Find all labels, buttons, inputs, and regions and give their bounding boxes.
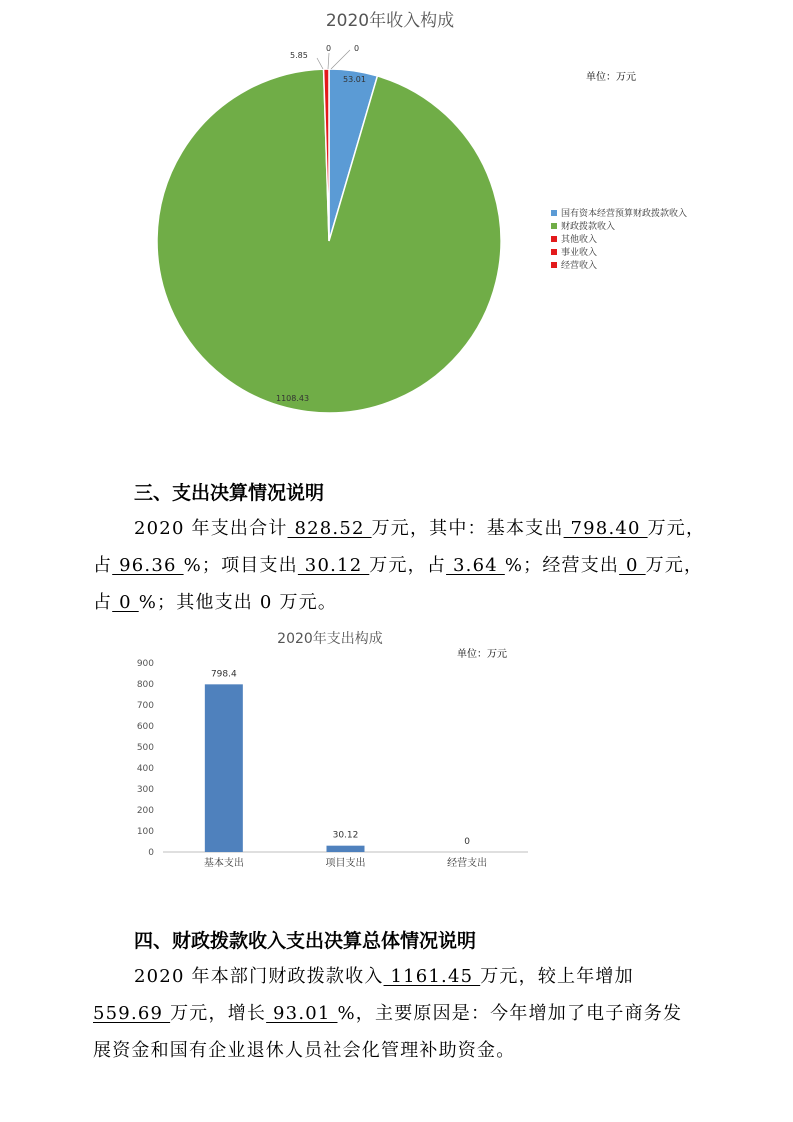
y-tick-label: 700 [136, 701, 154, 711]
operating-expense-value: 0 [619, 555, 646, 576]
growth-value: 93.01 [266, 1003, 338, 1024]
pie-data-label: 53.01 [343, 75, 366, 84]
legend-swatch [551, 210, 557, 216]
legend-item [551, 232, 687, 245]
legend-swatch [551, 223, 557, 229]
total-expense-value: 828.52 [287, 518, 372, 539]
legend-item [551, 206, 687, 219]
legend-label: 财政拨款收入 [561, 222, 616, 232]
section4-line3 [93, 1032, 682, 1069]
bar-data-label: 0 [464, 837, 471, 847]
legend-label: 国有资本经营预算财政拨款收入 [561, 209, 688, 219]
section4-heading: 四、财政拨款收入支出决算总体情况说明 [134, 930, 477, 952]
text: 展资金和国有企业退休人员社会化管理补助资金。 [93, 1040, 516, 1061]
pie-chart-unit: 单位：万元 [586, 72, 636, 83]
y-tick-label: 500 [136, 743, 154, 753]
bar-data-label: 30.12 [332, 830, 359, 841]
y-tick-label: 100 [136, 827, 154, 837]
pie-data-label: 0 [354, 44, 360, 53]
text: %；经营支出 [504, 555, 620, 576]
pie-data-label: 0 [326, 44, 332, 53]
section4-paragraph [93, 958, 682, 1069]
bar-chart [0, 640, 793, 900]
project-pct-value: 3.64 [446, 555, 505, 576]
text: 万元，较上年增加 [480, 966, 634, 987]
text: %；其他支出 0 万元。 [138, 592, 338, 613]
y-tick-label: 900 [136, 659, 154, 669]
bar [205, 684, 243, 852]
legend-label: 事业收入 [561, 248, 598, 258]
legend-item [551, 245, 687, 258]
legend-item [551, 258, 687, 271]
basic-pct-value: 96.36 [112, 555, 184, 576]
legend-label: 其他收入 [561, 235, 598, 245]
section4-line2 [93, 995, 682, 1032]
bar-chart-unit: 单位：万元 [457, 649, 507, 660]
text: %；项目支出 [183, 555, 298, 576]
x-tick-label: 基本支出 [203, 858, 244, 869]
legend-swatch [551, 236, 557, 242]
legend-item [551, 219, 687, 232]
legend-swatch [551, 249, 557, 255]
pie-data-label: 5.85 [290, 51, 308, 60]
operating-pct-value: 0 [112, 592, 139, 613]
income-value: 1161.45 [383, 966, 481, 987]
text: 2020 年本部门财政拨款收入 [134, 966, 384, 987]
pie-data-label: 1108.43 [276, 394, 310, 403]
text: 万元， [647, 518, 706, 539]
text: 万元，增长 [170, 1003, 267, 1024]
section3-line1 [93, 510, 705, 547]
section3-heading: 三、支出决算情况说明 [134, 482, 325, 504]
legend-label: 经营收入 [561, 261, 598, 271]
pie-chart-title: 2020年收入构成 [325, 11, 455, 31]
increase-value: 559.69 [93, 1003, 171, 1024]
bar-data-label: 798.4 [210, 669, 237, 680]
basic-expense-value: 798.40 [563, 518, 648, 539]
x-tick-label: 经营支出 [447, 858, 488, 869]
y-tick-label: 800 [136, 680, 154, 690]
y-tick-label: 0 [148, 848, 154, 858]
y-tick-label: 300 [136, 785, 154, 795]
project-expense-value: 30.12 [297, 555, 370, 576]
leader-line [328, 53, 329, 69]
text: 2020 年支出合计 [134, 518, 288, 539]
y-tick-label: 600 [136, 722, 154, 732]
text: 万元， [645, 555, 704, 576]
bar-chart-title: 2020年支出构成 [277, 631, 383, 647]
section3-line3 [93, 584, 705, 621]
section3-paragraph [93, 510, 705, 621]
bar [327, 846, 365, 852]
y-tick-label: 400 [136, 764, 154, 774]
y-tick-label: 200 [136, 806, 154, 816]
x-tick-label: 项目支出 [325, 858, 366, 869]
section4-line1 [93, 958, 682, 995]
text: 占 [93, 555, 113, 576]
pie-legend [551, 206, 687, 271]
leader-line [331, 50, 350, 69]
text: 占 [93, 592, 113, 613]
legend-swatch [551, 262, 557, 268]
text: 万元，占 [369, 555, 447, 576]
section3-line2 [93, 547, 705, 584]
text: %，主要原因是：今年增加了电子商务发 [337, 1003, 683, 1024]
leader-line [317, 58, 323, 69]
text: 万元，其中：基本支出 [371, 518, 564, 539]
